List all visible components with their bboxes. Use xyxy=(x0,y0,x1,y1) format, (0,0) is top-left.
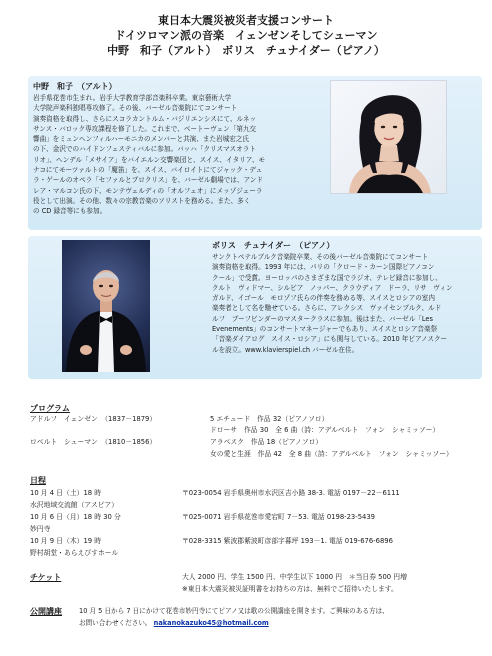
work-jensen-2: ドローサ 作品 30 全 6 曲（詩：アデルベルト フォン シャミッソー） xyxy=(210,426,440,434)
alto-bio-line: リオ」、ヘンデル「メサイア」をバイエルン交響楽団と、スイス、イタリア、モ xyxy=(33,155,266,164)
lecture-label: 公開講座 xyxy=(30,607,62,616)
alto-bio-line: 大学院声楽科独唱専攻修了。その後、バーゼル音楽院にてコンサート xyxy=(33,104,238,113)
schedule-address-1: 〒023-0054 岩手県奥州市水沢区吉小路 38-3. 電話 0197－22－6111 xyxy=(182,489,400,497)
piano-bio-line: クルト ヴィドマー、シルビア ノッパー、クラウディア ドーラ、リサ ヴィン xyxy=(212,283,453,292)
piano-bio-line: 演奏資格を取得。1993 年には、パリの「クロード・カーン国際ピアノコン xyxy=(212,263,435,272)
alto-bio-line: 演奏資格を取得し、さらにスコラカントルム・バジリエンシスにて、ルネッ xyxy=(33,114,257,123)
alto-bio-line: 岩手県花巻市生まれ。岩手大学教育学部音楽科卒業。東京藝術大学 xyxy=(33,94,232,102)
piano-name: ボリス チュナイダー （ピアノ） xyxy=(212,241,335,250)
alto-name: 中野 和子 （アルト） xyxy=(33,82,117,91)
work-schumann-2: 女の愛と生涯 作品 42 全 8 曲（詩：アデルベルト フォン シャミッソー） xyxy=(210,450,453,458)
schedule-venue-2: 妙円寺 xyxy=(30,525,51,533)
alto-bio-line: の CD 録音等にも参加。 xyxy=(33,207,107,216)
alto-bio-line: の下、金沢でのハイドンフェスティバルに参加。バッハ「クリスマスオラト xyxy=(33,145,256,154)
composer-jensen: アドルフ イェンゼン （1837－1879） xyxy=(30,415,157,423)
piano-bio-line: ルを設立。www.klavierspiel.ch バーゼル在住。 xyxy=(212,345,359,354)
performers-line: 中野 和子（アルト） ボリス チュナイダー（ピアノ） xyxy=(107,44,385,57)
work-schumann-1: アラベスク 作品 18（ピアノソロ） xyxy=(210,438,323,446)
lecture-contact xyxy=(79,618,269,628)
concert-title: 東日本大震災被災者支援コンサート xyxy=(158,14,334,27)
piano-bio-text xyxy=(212,252,478,355)
schedule-date-2: 10 月 6 日（月）18 時 30 分 xyxy=(30,513,121,521)
piano-photo xyxy=(62,240,150,372)
concert-subtitle: ドイツロマン派の音楽 イェンゼンそしてシューマン xyxy=(114,29,378,42)
work-jensen-1: 5 エチュード 作品 32（ピアノソロ） xyxy=(210,415,329,423)
lecture-contact-text: お問い合わせください。 xyxy=(79,619,152,627)
schedule-date-1: 10 月 4 日（土）18 時 xyxy=(30,489,102,497)
piano-bio-line: サンクトペテルブルク音楽院卒業、その後バーゼル音楽院にてコンサート xyxy=(212,253,429,261)
piano-bio-line: 楽奏者として名を馳せている。さらに、アレクシス ヴァイセンブルク、ルド xyxy=(212,304,442,313)
schedule-label: 日程 xyxy=(30,476,46,485)
alto-bio-line: 響曲」をミュンヘンフィルハーモニカのメンバーと共演、また岩城宏之氏 xyxy=(33,135,250,144)
piano-bio-line: 「音楽ダイアログ スイス・ロシア」にも関与している。2010 年ピアノスクー xyxy=(212,335,448,344)
schedule-venue-3: 野村胡堂・あらえびすホール xyxy=(30,549,119,557)
program-label: プログラム xyxy=(30,404,70,413)
piano-bio-line: ガルド、イゴール モロゾフ氏らの伴奏を務める等、スイスとロシアの室内 xyxy=(212,294,435,303)
alto-bio-text xyxy=(33,93,329,217)
ticket-prices: 大人 2000 円、学生 1500 円、中学生以下 1000 円 ＊当日券 500 円増 xyxy=(182,573,407,581)
alto-photo xyxy=(330,80,447,194)
alto-bio-line: 役として出演。その他、数々の宗教音楽のソリストを務める。また、多く xyxy=(33,196,251,205)
schedule-address-3: 〒028-3315 紫波郡紫波町彦部字暮坪 193－1. 電話 019-676-6896 xyxy=(182,537,393,545)
piano-bio-line: ルフ ブーフビンダーのマスタークラスに参加。後はまた、バーゼル「Les xyxy=(212,314,433,323)
alto-bio-line: ラ・ゲールのオペラ「セファルとプロクリス」を、バーゼル劇場では、アンド xyxy=(33,176,263,185)
schedule-venue-1: 水沢地域交流館（アスピア） xyxy=(30,501,119,509)
alto-bio-line: サンス・バロック専攻課程を修了した。これまで、ベートーヴェン「第九交 xyxy=(33,124,257,133)
composer-schumann: ロベルト シューマン （1810－1856） xyxy=(30,438,157,446)
piano-bio-line: クール」で受賞。ヨーロッパのさまざまな国でラジオ、テレビ録音に参加し、 xyxy=(212,273,442,282)
schedule-date-3: 10 月 9 日（木）19 時 xyxy=(30,537,102,545)
piano-bio-line: Evenements」のコンサートマネージャーでもあり、スイスとロシア音楽祭 xyxy=(212,325,438,334)
ticket-label: チケット xyxy=(30,573,62,582)
ticket-note: ※東日本大震災被災証明書をお持ちの方は、無料でご招待いたします。 xyxy=(182,585,398,593)
contact-email-link[interactable]: nakanokazuko45@hotmail.com xyxy=(153,619,269,627)
lecture-text: 10 月 5 日から 7 日にかけて花巻市妙円寺にてピアノ又は歌の公開講座を開きます。ご興味のある方は、 xyxy=(79,607,389,615)
schedule-address-2: 〒025-0071 岩手県花巻市愛宕町 7－53. 電話 0198-23-5439 xyxy=(182,513,376,521)
alto-bio-line: レア・マルコン氏の下、モンテヴェルディの「オルフェオ」にメッゾジェーラ xyxy=(33,186,263,195)
alto-bio-line: ナコにてモーツァルトの「魔笛」を、スイス、バイロイトにてジャック・デュ xyxy=(33,166,263,175)
